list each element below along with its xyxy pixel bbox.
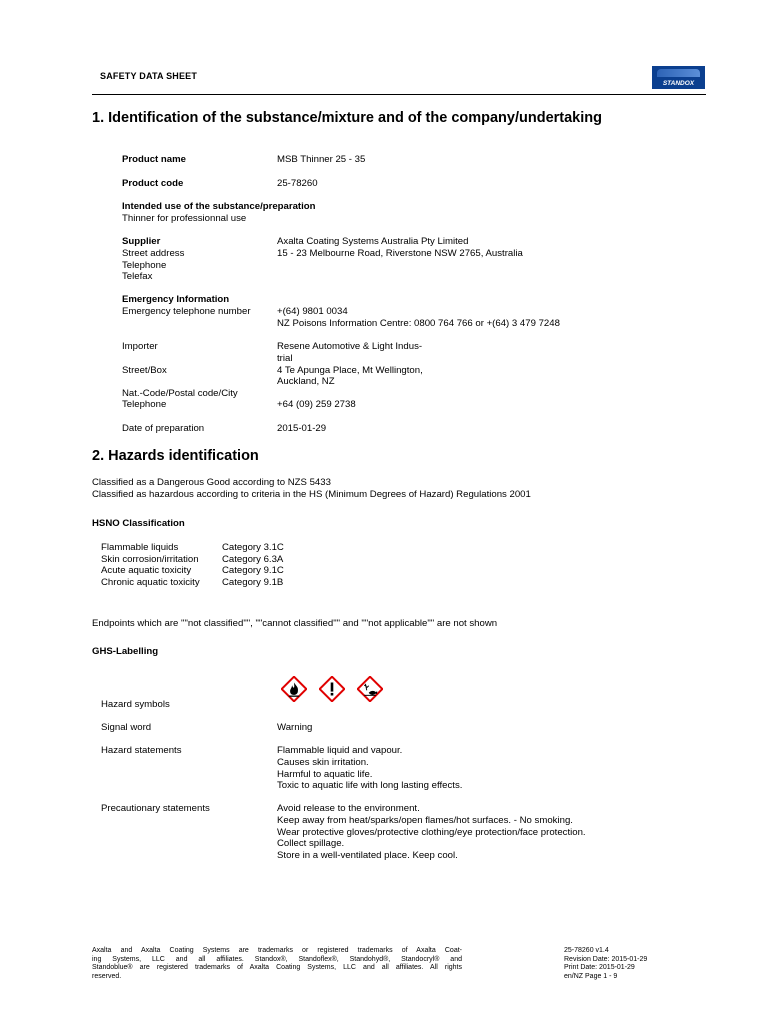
classified-dg-text: Classified as a Dangerous Good according to NZS 5433 xyxy=(92,477,331,488)
product-name-value: MSB Thinner 25 - 35 xyxy=(277,154,366,165)
hsno-category: Category 9.1B xyxy=(222,577,284,588)
importer-value-line1: Resene Automotive & Light Indus- xyxy=(277,341,423,352)
product-code-value: 25-78260 xyxy=(277,178,318,189)
product-code-label: Product code xyxy=(122,178,184,189)
precautionary-statement: Avoid release to the environment. xyxy=(277,803,420,814)
hsno-category: Category 3.1C xyxy=(222,542,284,553)
emergency-phone-label: Emergency telephone number xyxy=(122,306,251,317)
emergency-phone-value: +(64) 9801 0034 xyxy=(277,306,348,317)
hsno-category: Category 6.3A xyxy=(222,554,284,565)
city-value: Auckland, NZ xyxy=(277,376,335,387)
logo-text: STANDOX xyxy=(662,80,695,87)
emergency-info-label: Emergency Information xyxy=(122,294,230,305)
environment-pictogram-icon xyxy=(357,676,383,702)
endpoints-note: Endpoints which are ""not classified"", ""cannot classified"" and ""not applicable"" are not shown xyxy=(92,618,498,629)
date-of-preparation-value: 2015-01-29 xyxy=(277,423,327,434)
hazard-statement: Flammable liquid and vapour. xyxy=(277,745,403,756)
precautionary-statement: Keep away from heat/sparks/open flames/hot surfaces. - No smoking. xyxy=(277,815,573,826)
precautionary-statement: Store in a well-ventilated place. Keep cool. xyxy=(277,850,458,861)
telephone-label: Telephone xyxy=(122,260,167,271)
hsno-hazard: Flammable liquids xyxy=(101,542,179,553)
street-box-label: Street/Box xyxy=(122,365,167,376)
date-of-preparation-label: Date of preparation xyxy=(122,423,205,434)
section-2-title: 2. Hazards identification xyxy=(92,448,259,464)
hazard-statement: Harmful to aquatic life. xyxy=(277,769,373,780)
document-info xyxy=(564,947,647,981)
exclamation-pictogram-icon xyxy=(319,676,345,702)
revision-date: Revision Date: 2015-01-29 xyxy=(564,955,648,963)
intended-use-label: Intended use of the substance/preparation xyxy=(122,201,316,212)
hazard-statement: Toxic to aquatic life with long lasting effects. xyxy=(277,780,463,791)
precautionary-statement: Collect spillage. xyxy=(277,838,345,849)
hazard-statements-label: Hazard statements xyxy=(101,745,182,756)
street-address-value: 15 - 23 Melbourne Road, Riverstone NSW 2765, Australia xyxy=(277,248,523,259)
section-1-title: 1. Identification of the substance/mixture and of the company/undertaking xyxy=(92,110,602,126)
classified-hs-text: Classified as hazardous according to criteria in the HS (Minimum Degrees of Hazard) Regulations 2001 xyxy=(92,489,531,500)
trademark-line: Standoblue® are registered trademarks of Axalta Coating Systems, LLC and all affiliates. All rights xyxy=(92,964,462,972)
ghs-labelling-label: GHS-Labelling xyxy=(92,646,159,657)
hazard-statement: Causes skin irritation. xyxy=(277,757,369,768)
importer-value-line2: trial xyxy=(277,353,293,364)
postal-code-label: Nat.-Code/Postal code/City xyxy=(122,388,238,399)
trademark-line: reserved. xyxy=(92,972,122,980)
street-box-value: 4 Te Apunga Place, Mt Wellington, xyxy=(277,365,423,376)
product-name-label: Product name xyxy=(122,154,186,165)
hsno-hazard: Acute aquatic toxicity xyxy=(101,565,192,576)
precautionary-statement: Wear protective gloves/protective clothing/eye protection/face protection. xyxy=(277,827,586,838)
hsno-hazard: Skin corrosion/irritation xyxy=(101,554,199,565)
hazard-symbols-label: Hazard symbols xyxy=(101,699,170,710)
poisons-centre-value: NZ Poisons Information Centre: 0800 764 766 or +(64) 3 479 7248 xyxy=(277,318,560,329)
street-address-label: Street address xyxy=(122,248,185,259)
standox-logo xyxy=(652,66,705,89)
telefax-label: Telefax xyxy=(122,271,153,282)
signal-word-label: Signal word xyxy=(101,722,152,733)
page-number: en/NZ Page 1 - 9 xyxy=(564,972,618,980)
intended-use-value: Thinner for professionnal use xyxy=(122,213,247,224)
hsno-hazard: Chronic aquatic toxicity xyxy=(101,577,200,588)
importer-label: Importer xyxy=(122,341,158,352)
precautionary-statements-label: Precautionary statements xyxy=(101,803,210,814)
header-divider xyxy=(92,94,706,95)
importer-telephone-label: Telephone xyxy=(122,399,167,410)
document-header-title: SAFETY DATA SHEET xyxy=(100,71,198,81)
trademark-line: ing Systems, LLC and all affiliates. Standox®, Standoflex®, Standohyd®, Standocryl® and xyxy=(92,955,462,963)
importer-telephone-value: +64 (09) 259 2738 xyxy=(277,399,356,410)
flame-pictogram-icon xyxy=(281,676,307,702)
hsno-classification-label: HSNO Classification xyxy=(92,518,185,529)
hsno-category: Category 9.1C xyxy=(222,565,284,576)
supplier-label: Supplier xyxy=(122,236,161,247)
supplier-value: Axalta Coating Systems Australia Pty Limited xyxy=(277,236,469,247)
signal-word-value: Warning xyxy=(277,722,313,733)
print-date: Print Date: 2015-01-29 xyxy=(564,964,635,972)
trademark-notice xyxy=(92,947,462,981)
document-id: 25-78260 v1.4 xyxy=(564,947,609,954)
trademark-line: Axalta and Axalta Coating Systems are trademarks or registered trademarks of Axalta Coat- xyxy=(92,947,462,954)
